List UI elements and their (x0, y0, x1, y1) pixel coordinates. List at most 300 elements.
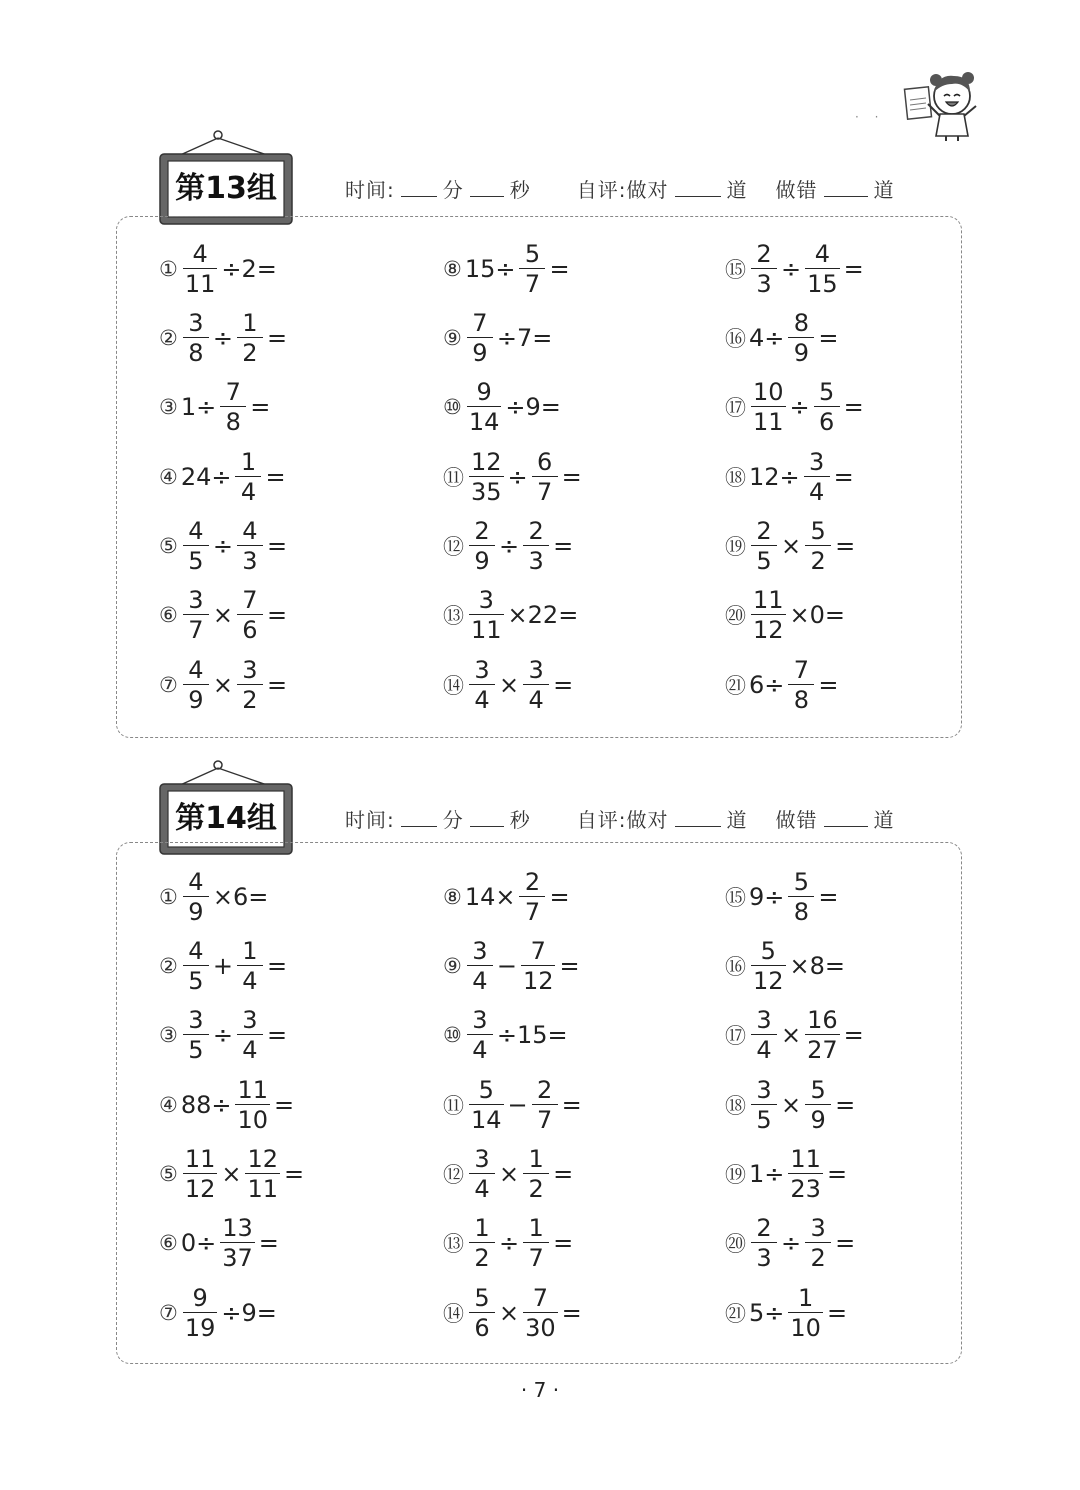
group-title: 第14组 (175, 801, 277, 836)
numerator: 4 (188, 868, 204, 896)
problem-item (725, 653, 840, 717)
denominator: 7 (523, 1242, 549, 1270)
fraction (523, 1286, 558, 1340)
fraction (469, 519, 495, 573)
problem-number: ⑱ (725, 1094, 746, 1118)
operator-text: = (258, 1229, 279, 1257)
denominator: 6 (237, 614, 263, 642)
denominator: 7 (532, 1104, 558, 1132)
operator-text: = (561, 463, 582, 491)
operator-text: = (250, 393, 271, 421)
fraction (469, 450, 504, 504)
numerator: 7 (472, 309, 488, 337)
problem-number: ④ (159, 1093, 178, 1117)
denominator: 6 (469, 1312, 495, 1340)
problem-item (725, 445, 855, 509)
problem-item (443, 934, 581, 998)
denominator: 19 (184, 1314, 216, 1342)
numerator: 5 (474, 1284, 490, 1312)
numerator: 6 (537, 448, 553, 476)
problem-number: ② (159, 954, 178, 978)
denominator: 5 (183, 965, 209, 993)
problem-number: ㉑ (725, 674, 746, 698)
numerator: 1 (242, 309, 258, 337)
numerator: 12 (247, 1145, 279, 1173)
operator-text: × (212, 601, 233, 629)
problem-item (159, 653, 288, 717)
numerator: 3 (472, 1006, 488, 1034)
operator-text: ÷ (212, 532, 233, 560)
problem-item (159, 1142, 305, 1206)
operator-text: = (843, 393, 864, 421)
fraction (521, 939, 556, 993)
operator-text: = (818, 324, 839, 352)
fraction (469, 658, 495, 712)
numerator: 1 (240, 448, 257, 476)
problem-number: ⑫ (443, 535, 464, 559)
numerator: 4 (188, 656, 204, 684)
numerator: 5 (819, 378, 835, 406)
mascot-girl-illustration (898, 70, 988, 142)
denominator: 14 (468, 408, 500, 436)
numerator: 5 (760, 937, 776, 965)
operator-text: = (835, 1229, 856, 1257)
operator-text: = (266, 671, 288, 699)
operator-text: 1÷ (180, 393, 217, 421)
problem-item (443, 1211, 574, 1275)
seconds-blank[interactable] (470, 178, 504, 197)
problem-item (725, 865, 840, 929)
numerator: 7 (242, 586, 258, 614)
dao-label: 道 (726, 808, 748, 832)
denominator: 4 (469, 1173, 495, 1201)
problem-number: ⑬ (443, 604, 464, 628)
numerator: 7 (793, 656, 810, 684)
operator-text: ÷15= (496, 1021, 568, 1049)
fraction (467, 380, 502, 434)
operator-text: = (549, 255, 570, 283)
fraction (235, 450, 261, 504)
self-eval-label: 自评:做对 (576, 178, 669, 202)
numerator: 7 (225, 378, 241, 406)
problem-item (443, 306, 553, 370)
problem-number: ③ (159, 395, 178, 419)
denominator: 12 (184, 1175, 216, 1203)
numerator: 2 (756, 517, 772, 545)
fraction (183, 939, 209, 993)
minutes-blank[interactable] (401, 178, 437, 197)
minutes-blank[interactable] (401, 808, 437, 827)
fraction (237, 1008, 263, 1062)
operator-text: = (561, 1091, 582, 1119)
numerator: 11 (790, 1145, 821, 1173)
operator-text: = (835, 1091, 856, 1119)
operator-text: ×6= (212, 883, 269, 911)
operator-text: = (553, 1160, 574, 1188)
fraction (805, 1008, 840, 1062)
numerator: 5 (810, 1076, 826, 1104)
operator-text: ÷9= (505, 393, 561, 421)
operator-text: = (826, 1299, 848, 1327)
denominator: 8 (220, 406, 246, 434)
fraction (220, 380, 246, 434)
numerator: 3 (474, 656, 490, 684)
denominator: 30 (525, 1314, 556, 1342)
denominator: 9 (183, 684, 209, 712)
problem-item (443, 237, 571, 301)
problem-number: ⑥ (159, 603, 178, 627)
operator-text: = (266, 1021, 288, 1049)
denominator: 4 (237, 1034, 263, 1062)
operator-text: = (561, 1299, 582, 1327)
numerator: 2 (524, 868, 541, 896)
denominator: 4 (469, 684, 495, 712)
denominator: 5 (751, 1104, 777, 1132)
problem-number: ⑳ (725, 604, 746, 628)
numerator: 5 (793, 868, 810, 896)
problem-item (443, 653, 574, 717)
fraction (183, 870, 209, 924)
fraction (183, 1008, 209, 1062)
problem-number: ⑫ (443, 1163, 464, 1187)
operator-text: ÷ (781, 1229, 802, 1257)
operator-text: × (499, 1160, 520, 1188)
problem-item (443, 375, 562, 439)
numerator: 12 (471, 448, 502, 476)
problem-number: ⑤ (159, 1162, 178, 1186)
operator-text: = (266, 601, 288, 629)
problem-item (159, 375, 271, 439)
problem-item (725, 934, 846, 998)
problem-item (725, 1142, 848, 1206)
numerator: 2 (756, 1214, 772, 1242)
decorative-dots: · · (855, 110, 885, 124)
problem-number: ⑮ (725, 258, 746, 282)
numerator: 2 (537, 1076, 553, 1104)
fraction (788, 311, 814, 365)
fraction (245, 1147, 280, 1201)
problem-item (443, 1003, 569, 1067)
operator-text: = (818, 671, 839, 699)
problem-item (159, 1003, 288, 1067)
denominator: 11 (184, 270, 216, 298)
problem-number: ③ (159, 1023, 178, 1047)
denominator: 2 (237, 337, 263, 365)
operator-text: × (221, 1160, 242, 1188)
fraction (814, 380, 840, 434)
fraction (237, 519, 263, 573)
problem-number: ① (159, 885, 178, 909)
operator-text: ÷ (781, 255, 802, 283)
seconds-label: 秒 (509, 178, 531, 202)
fraction (523, 658, 549, 712)
operator-text: × (212, 671, 233, 699)
numerator: 11 (184, 1145, 216, 1173)
fraction (532, 450, 558, 504)
denominator: 3 (237, 545, 263, 573)
denominator: 2 (805, 545, 831, 573)
problem-item (725, 583, 846, 647)
problem-number: ① (159, 257, 178, 281)
problem-item (159, 865, 269, 929)
operator-text: 5÷ (749, 1299, 785, 1327)
operator-text: = (843, 1021, 864, 1049)
header-line (345, 174, 895, 203)
problem-number: ⑭ (443, 674, 464, 698)
numerator: 1 (798, 1284, 814, 1312)
numerator: 1 (242, 937, 258, 965)
denominator: 37 (222, 1244, 253, 1272)
problem-number: ⑯ (725, 327, 746, 351)
fraction (751, 939, 786, 993)
fraction (751, 242, 777, 296)
problem-number: ⑤ (159, 534, 178, 558)
denominator: 4 (235, 476, 261, 504)
operator-text: 15÷ (464, 255, 516, 283)
denominator: 4 (237, 965, 263, 993)
operator-text: = (559, 952, 580, 980)
denominator: 9 (469, 545, 495, 573)
fraction (519, 242, 545, 296)
operator-text: ÷2= (221, 255, 277, 283)
fraction (183, 242, 218, 296)
denominator: 4 (804, 476, 830, 504)
problem-item (725, 375, 865, 439)
fraction (469, 1147, 495, 1201)
problems-box (116, 842, 962, 1364)
denominator: 2 (523, 1173, 549, 1201)
numerator: 3 (810, 1214, 826, 1242)
minutes-label: 分 (442, 808, 464, 832)
operator-text: ÷ (507, 463, 528, 491)
problem-item (159, 445, 287, 509)
denominator: 10 (790, 1314, 821, 1342)
problem-number: ⑪ (443, 1094, 464, 1118)
denominator: 4 (467, 965, 493, 993)
numerator: 3 (472, 937, 488, 965)
fraction (469, 1078, 504, 1132)
dao-label-2: 道 (873, 808, 895, 832)
denominator: 7 (183, 614, 209, 642)
denominator: 6 (814, 406, 840, 434)
operator-text: = (284, 1160, 305, 1188)
fraction (237, 939, 263, 993)
fraction (751, 380, 786, 434)
time-label: 时间: (345, 178, 395, 202)
fraction (183, 658, 209, 712)
page-number: · 7 · (520, 1378, 560, 1402)
operator-text: = (549, 883, 570, 911)
operator-text: = (843, 255, 864, 283)
problem-item (159, 1073, 295, 1137)
fraction (523, 1216, 549, 1270)
numerator: 3 (242, 656, 258, 684)
problem-number: ⑦ (159, 1301, 178, 1325)
problem-item (725, 1073, 856, 1137)
operator-text: ÷ (212, 1021, 233, 1049)
fraction (183, 311, 209, 365)
dao-label: 道 (726, 178, 748, 202)
operator-text: ×8= (789, 952, 846, 980)
numerator: 4 (242, 517, 258, 545)
numerator: 3 (756, 1076, 772, 1104)
problem-item (159, 514, 288, 578)
denominator: 10 (237, 1106, 269, 1134)
operator-text: + (212, 952, 233, 980)
problem-number: ⑨ (443, 326, 462, 350)
problem-item (725, 237, 865, 301)
problem-item (443, 1142, 574, 1206)
wrong-label: 做错 (775, 808, 818, 832)
fraction (469, 1286, 495, 1340)
denominator: 15 (807, 270, 838, 298)
problem-item (443, 1281, 583, 1345)
seconds-blank[interactable] (470, 808, 504, 827)
problem-number: ⑮ (725, 886, 746, 910)
fraction (469, 588, 504, 642)
operator-text: = (818, 883, 839, 911)
problem-number: ⑪ (443, 466, 464, 490)
numerator: 4 (814, 240, 831, 268)
denominator: 12 (753, 967, 784, 995)
numerator: 3 (188, 586, 204, 614)
problem-number: ⑰ (725, 1024, 746, 1048)
problem-item (443, 445, 583, 509)
numerator: 11 (753, 586, 784, 614)
fraction (237, 311, 263, 365)
problem-number: ② (159, 326, 178, 350)
group-title: 第13组 (175, 171, 277, 206)
denominator: 9 (805, 1104, 831, 1132)
problem-item (725, 306, 840, 370)
numerator: 2 (474, 517, 490, 545)
wrong-count-blank[interactable] (824, 808, 868, 827)
correct-count-blank[interactable] (675, 178, 721, 197)
problem-number: ⑬ (443, 1232, 464, 1256)
operator-text: = (835, 532, 856, 560)
numerator: 9 (476, 378, 492, 406)
numerator: 13 (222, 1214, 253, 1242)
operator-text: × (499, 671, 520, 699)
problem-item (159, 1211, 280, 1275)
numerator: 3 (756, 1006, 772, 1034)
fraction (523, 1147, 549, 1201)
operator-text: = (553, 671, 574, 699)
operator-text: 1÷ (749, 1160, 785, 1188)
problem-item (725, 1281, 848, 1345)
fraction (751, 1216, 777, 1270)
operator-text: 14× (464, 883, 516, 911)
operator-text: ÷9= (221, 1299, 277, 1327)
denominator: 3 (751, 1242, 777, 1270)
wrong-count-blank[interactable] (824, 178, 868, 197)
denominator: 7 (519, 896, 545, 924)
problem-number: ⑲ (725, 535, 746, 559)
operator-text: ÷7= (496, 324, 553, 352)
operator-text: 6÷ (749, 671, 785, 699)
fraction (751, 588, 786, 642)
operator-text: = (553, 532, 574, 560)
numerator: 11 (237, 1076, 269, 1104)
operator-text: = (266, 324, 288, 352)
denominator: 8 (788, 896, 814, 924)
operator-text: 24÷ (180, 463, 232, 491)
numerator: 4 (188, 517, 204, 545)
numerator: 3 (188, 1006, 204, 1034)
fraction (805, 519, 831, 573)
operator-text: 12÷ (749, 463, 800, 491)
fraction (467, 311, 493, 365)
correct-count-blank[interactable] (675, 808, 721, 827)
operator-text: = (553, 1229, 574, 1257)
denominator: 8 (788, 684, 814, 712)
denominator: 11 (753, 408, 784, 436)
numerator: 5 (524, 240, 541, 268)
denominator: 4 (523, 684, 549, 712)
operator-text: = (826, 1160, 848, 1188)
numerator: 1 (528, 1214, 544, 1242)
denominator: 4 (467, 1034, 493, 1062)
fraction (788, 870, 814, 924)
numerator: 3 (478, 586, 494, 614)
problem-number: ⑲ (725, 1163, 746, 1187)
problem-item (159, 306, 288, 370)
problem-number: ⑰ (725, 396, 746, 420)
operator-text: 9÷ (749, 883, 785, 911)
numerator: 2 (528, 517, 544, 545)
operator-text: = (833, 463, 854, 491)
numerator: 5 (478, 1076, 494, 1104)
denominator: 14 (471, 1106, 502, 1134)
problem-number: ⑦ (159, 673, 178, 697)
fraction (805, 242, 840, 296)
problem-number: ⑧ (443, 257, 462, 281)
operator-text: × (781, 1091, 802, 1119)
problem-number: ④ (159, 465, 178, 489)
operator-text: − (496, 952, 517, 980)
problem-number: ⑨ (443, 954, 462, 978)
fraction (183, 519, 209, 573)
fraction (788, 658, 814, 712)
fraction (519, 870, 545, 924)
denominator: 9 (183, 896, 209, 924)
wrong-label: 做错 (775, 178, 818, 202)
fraction (237, 658, 263, 712)
numerator: 7 (530, 937, 546, 965)
numerator: 1 (528, 1145, 544, 1173)
fraction (237, 588, 263, 642)
fraction (467, 1008, 493, 1062)
operator-text: ×22= (507, 601, 579, 629)
operator-text: 88÷ (180, 1091, 232, 1119)
fraction (804, 450, 830, 504)
problem-item (443, 1073, 583, 1137)
problem-item (725, 1211, 856, 1275)
problem-number: ⑧ (443, 885, 462, 909)
problem-number: ⑥ (159, 1231, 178, 1255)
fraction (220, 1216, 255, 1270)
problem-item (159, 1281, 278, 1345)
operator-text: = (266, 952, 288, 980)
operator-text: = (265, 463, 286, 491)
numerator: 5 (810, 517, 826, 545)
fraction (532, 1078, 558, 1132)
self-eval-label: 自评:做对 (576, 808, 669, 832)
problem-number: ⑱ (725, 466, 746, 490)
minutes-label: 分 (442, 178, 464, 202)
denominator: 12 (522, 967, 554, 995)
problem-number: ⑩ (443, 395, 462, 419)
